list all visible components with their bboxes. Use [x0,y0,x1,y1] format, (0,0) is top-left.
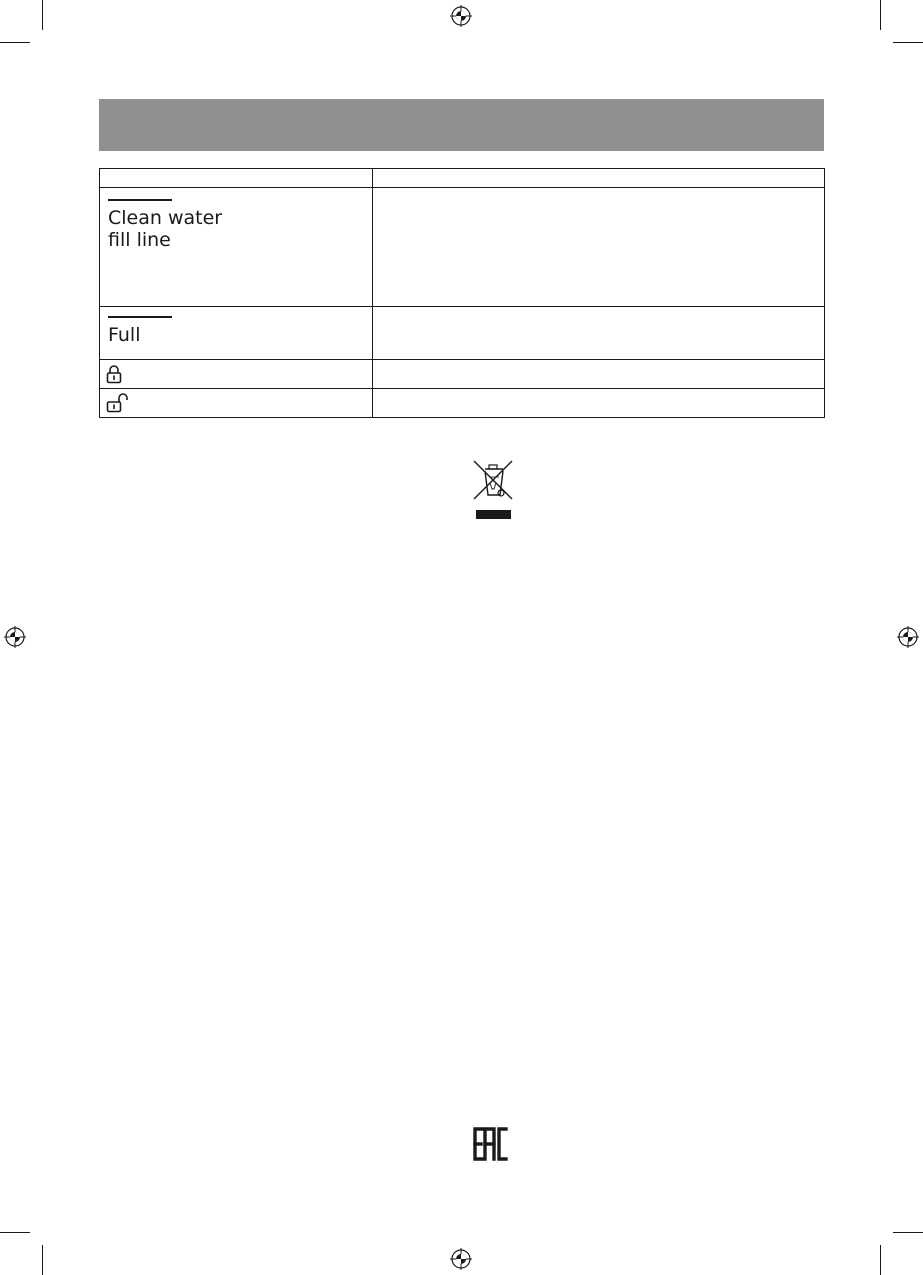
full-marking [100,307,372,346]
full-label: Full [108,324,141,346]
description-cell [372,360,824,389]
crop-mark [0,1232,30,1233]
lock-closed-icon [106,364,122,384]
fill-line-rule [108,199,172,201]
symbols-table [99,168,825,418]
crop-mark [893,1232,923,1233]
table-row [100,307,825,360]
registration-mark-icon [4,626,26,648]
description-cell [372,307,824,360]
crop-mark [880,0,881,30]
section-header-bar [99,99,824,151]
full-line-rule [108,316,172,318]
crop-mark [42,0,43,30]
symbol-cell [100,188,373,307]
eac-mark-icon [472,1126,508,1162]
table-row [100,389,825,418]
description-cell [372,188,824,307]
table-row [100,360,825,389]
crop-mark [0,42,30,43]
crop-mark [893,42,923,43]
table-header-cell [372,169,824,188]
symbol-cell [100,360,373,389]
fill-line-marking [100,188,372,251]
crop-mark [880,1245,881,1275]
registration-mark-icon [897,626,919,648]
table-header-row [100,169,825,188]
lock-open-icon [106,393,130,413]
description-cell [372,389,824,418]
symbol-cell [100,307,373,360]
clean-water-fill-line-label: Clean water fill line [108,207,223,251]
registration-mark-icon [450,1248,472,1270]
crop-mark [42,1245,43,1275]
symbol-cell [100,389,373,418]
table-header-cell [100,169,373,188]
table-row [100,188,825,307]
crossed-out-wheelie-bin-icon [472,459,514,521]
registration-mark-icon [450,5,472,27]
